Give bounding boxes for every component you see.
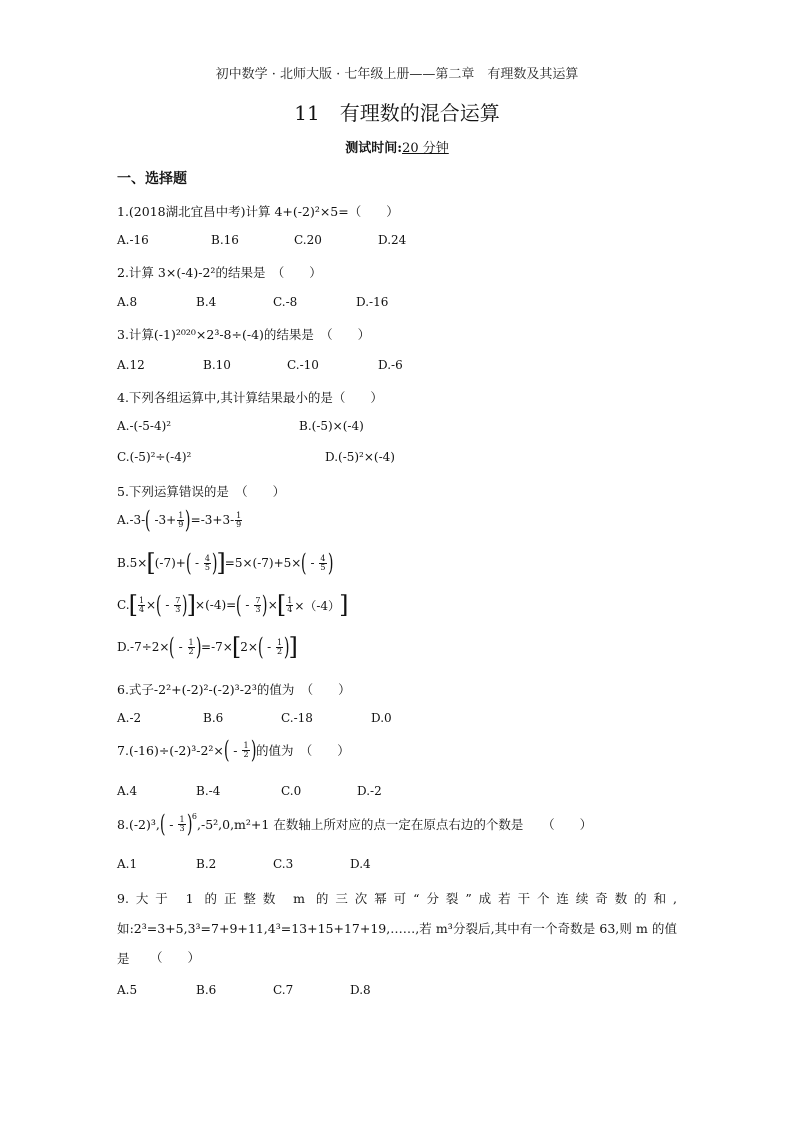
q8-option-a: A.1 [117,857,138,871]
q6-option-a: A.-2 [117,711,142,725]
q2-option-b: B.4 [196,295,217,309]
question-9-paren: （ ） [150,950,201,965]
q3-option-c: C.-10 [287,358,319,372]
q8-option-d: D.4 [350,857,371,871]
fraction: $\frac{1}{2}$ [188,637,194,656]
q9-option-c: C.7 [273,983,294,997]
test-time [0,137,794,156]
question-1-stem: 1.(2018湖北宜昌中考)计算 4+(-2)²×5=（ ） [117,204,399,219]
q7-option-c: C.0 [281,784,302,798]
q5-option-b: B. 5× [ (-7)+ ( - $\frac{4}{5}$ ) ] =5×(-7)+5× ( - $\frac{4}{5}$ ) [117,549,333,577]
q8-option-b: B.2 [196,857,217,871]
fraction: $\frac{7}{3}$ [175,595,181,614]
fraction: $\frac{1}{9}$ [178,510,184,529]
q1-option-c: C.20 [294,233,322,247]
test-time-value: 20 分钟 [402,141,449,156]
fraction: $\frac{1}{4}$ [138,595,145,614]
q7-option-d: D.-2 [357,784,382,798]
q5-option-c: C. [ $\frac{1}{4}$ × ( - $\frac{7}{3}$ ) ] ×(-4)= ( - $\frac{7}{3}$ ) × [ $\frac{1}{4}$ ×（-4） ] [117,591,349,619]
question-3-stem: 3.计算(-1)²⁰²⁰×2³-8÷(-4)的结果是 （ ） [117,327,371,342]
q4-option-c: C.(-5)²÷(-4)² [117,450,192,464]
question-5-stem: 5.下列运算错误的是 （ ） [117,484,286,499]
q3-option-d: D.-6 [378,358,403,372]
q1-option-d: D.24 [378,233,407,247]
q7-option-b: B.-4 [196,784,221,798]
question-2-stem: 2.计算 3×(-4)-2²的结果是 （ ） [117,265,322,280]
fraction: $\frac{1}{2}$ [243,740,249,759]
fraction: $\frac{1}{4}$ [287,595,293,614]
q4-option-d: D.(-5)²×(-4) [325,450,395,464]
fraction: $\frac{1}{2}$ [277,637,283,656]
fraction: $\frac{4}{5}$ [320,553,326,572]
q3-option-a: A.12 [117,358,145,372]
test-time-label: 测试时间: [345,141,403,156]
section-heading: 一、选择题 [117,171,187,187]
q8-option-c: C.3 [273,857,294,871]
q5-option-a: A. -3- ( -3+ $\frac{1}{9}$ ) =-3+3- $\frac{1}{9}$ [117,506,242,534]
q6-option-d: D.0 [371,711,392,725]
q9-option-d: D.8 [350,983,371,997]
fraction: $\frac{4}{5}$ [204,553,211,572]
q7-option-a: A.4 [117,784,138,798]
q6-option-b: B.6 [203,711,224,725]
question-7-stem: 7. (-16)÷(-2)³-2²× ( - $\frac{1}{2}$ ) 的值为 （ ） [117,736,350,764]
fraction: $\frac{1}{3}$ [179,814,185,833]
fraction: $\frac{7}{3}$ [255,595,261,614]
q4-option-b: B.(-5)×(-4) [299,419,364,433]
q2-option-d: D.-16 [356,295,389,309]
q1-option-b: B.16 [211,233,239,247]
q2-option-c: C.-8 [273,295,298,309]
fraction: $\frac{1}{9}$ [236,510,242,529]
q5-option-d: D. -7÷2× ( - $\frac{1}{2}$ ) =-7× [ 2× ( - $\frac{1}{2}$ ) ] [117,633,298,661]
page-header: 初中数学 · 北师大版 · 七年级上册——第二章 有理数及其运算 [215,67,579,82]
q9-option-b: B.6 [196,983,217,997]
question-9-stem: 9.大于 1 的正整数 m 的三次幂可“分裂”成若干个连续奇数的和,如:2³=3+5,3³=7+9+11,4³=13+15+17+19,……,若 m³分裂后,其中有一个奇数是 63,则 m 的值是 [117,891,677,966]
question-6-stem: 6.式子-2²+(-2)²-(-2)³-2³的值为 （ ） [117,682,351,697]
q2-option-a: A.8 [117,295,138,309]
q1-option-a: A.-16 [117,233,149,247]
question-8-stem: 8. (-2)³, ( - $\frac{1}{3}$ ) $^6$ ,-5²,0,m²+1 在数轴上所对应的点一定在原点右边的个数是 （ ） [117,810,593,838]
question-4-stem: 4.下列各组运算中,其计算结果最小的是（ ） [117,390,383,405]
q4-option-a: A.-(-5-4)² [117,419,172,433]
q3-option-b: B.10 [203,358,231,372]
q6-option-c: C.-18 [281,711,313,725]
page-title: 11 有理数的混合运算 [294,101,500,125]
q9-option-a: A.5 [117,983,138,997]
